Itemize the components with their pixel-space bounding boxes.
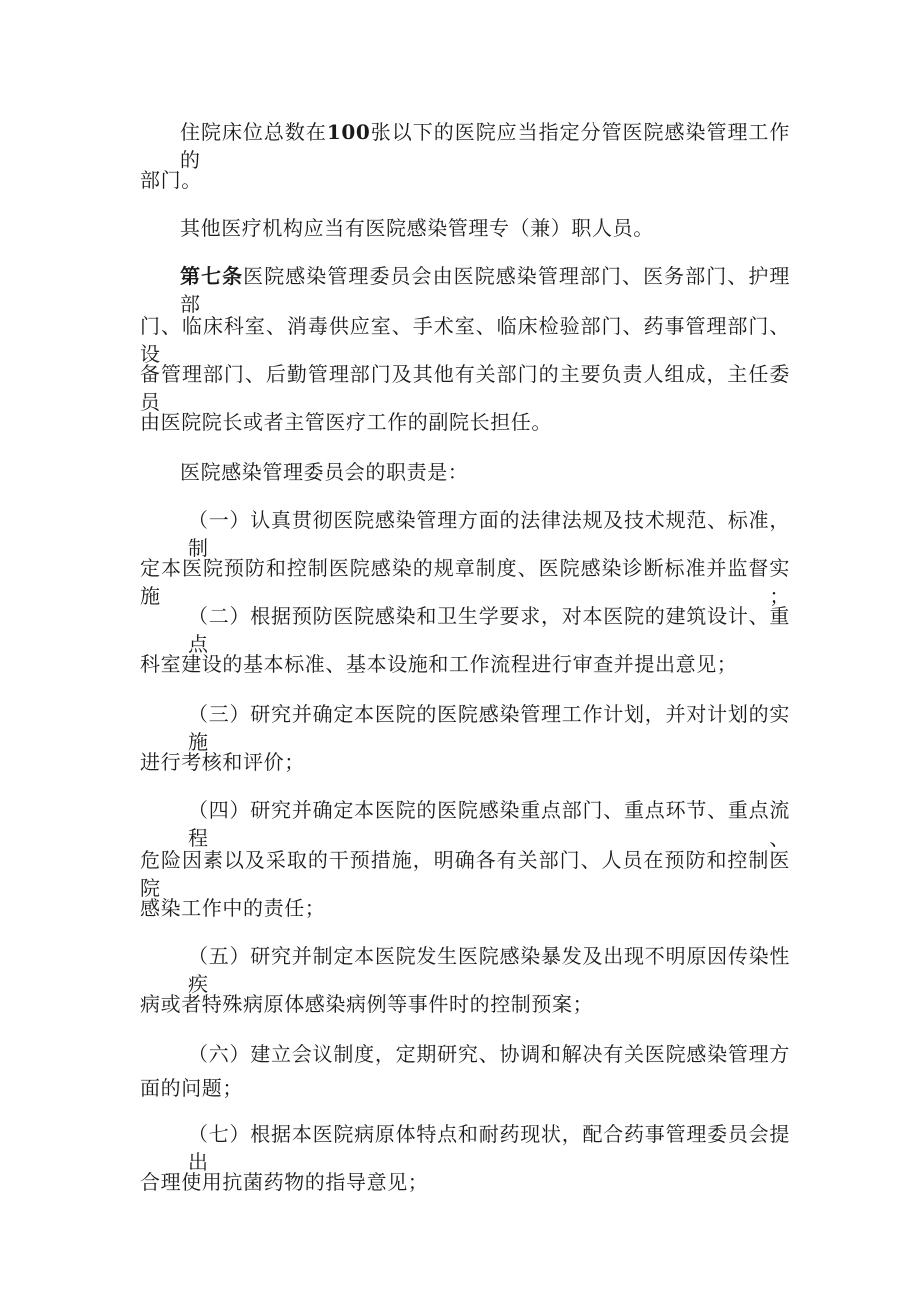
duty-item-6-line-2: 面的问题；: [140, 1076, 243, 1100]
duty-item-1-line-2: 定本医院预防和控制医院感染的规章制度、医院感染诊断标准并监督实施；: [140, 556, 790, 608]
duties-intro: 医院感染管理委员会的职责是：: [180, 460, 469, 484]
duty-item-2-line-2: 科室建设的基本标准、基本设施和工作流程进行审查并提出意见；: [140, 652, 738, 676]
duty-item-1-line-1: （一）认真贯彻医院感染管理方面的法律法规及技术规范、标准，制: [188, 508, 790, 560]
article-7-line-4: 由医院院长或者主管医疗工作的副院长担任。: [140, 410, 552, 434]
duty-item-5-line-1: （五）研究并制定本医院发生医院感染暴发及出现不明原因传染性疾: [188, 944, 790, 996]
article-7-line-3: 备管理部门、后勤管理部门及其他有关部门的主要负责人组成，主任委员: [140, 362, 790, 414]
duty-item-3-line-2: 进行考核和评价；: [140, 750, 305, 774]
paragraph-2: 其他医疗机构应当有医院感染管理专（兼）职人员。: [180, 216, 654, 240]
paragraph-1-line-2: 部门。: [140, 168, 202, 192]
duty-item-2-line-1: （二）根据预防医院感染和卫生学要求，对本医院的建筑设计、重点: [188, 604, 790, 656]
duty-item-7-line-2: 合理使用抗菌药物的指导意见；: [140, 1170, 429, 1194]
duty-item-4-line-3: 感染工作中的责任；: [140, 896, 326, 920]
article-7-line-2: 门、临床科室、消毒供应室、手术室、临床检验部门、药事管理部门、设: [140, 314, 790, 366]
duty-item-6-line-1: （六）建立会议制度，定期研究、协调和解决有关医院感染管理方: [188, 1042, 790, 1066]
duty-item-4-line-2: 危险因素以及采取的干预措施，明确各有关部门、人员在预防和控制医院: [140, 848, 790, 900]
article-7-heading: 第七条: [180, 264, 244, 288]
article-7-line-1: 第七条医院感染管理委员会由医院感染管理部门、医务部门、护理部: [180, 264, 790, 316]
duty-item-3-line-1: （三）研究并确定本医院的医院感染管理工作计划，并对计划的实施: [188, 702, 790, 754]
duty-item-5-line-2: 病或者特殊病原体感染病例等事件时的控制预案；: [140, 992, 594, 1016]
duty-item-4-line-1: （四）研究并确定本医院的医院感染重点部门、重点环节、重点流程、: [188, 798, 790, 850]
bed-count-number: 100: [326, 120, 371, 144]
duty-item-7-line-1: （七）根据本医院病原体特点和耐药现状，配合药事管理委员会提出: [188, 1122, 790, 1174]
paragraph-1-line-1: 住院床位总数在100张以下的医院应当指定分管医院感染管理工作的: [180, 120, 791, 172]
